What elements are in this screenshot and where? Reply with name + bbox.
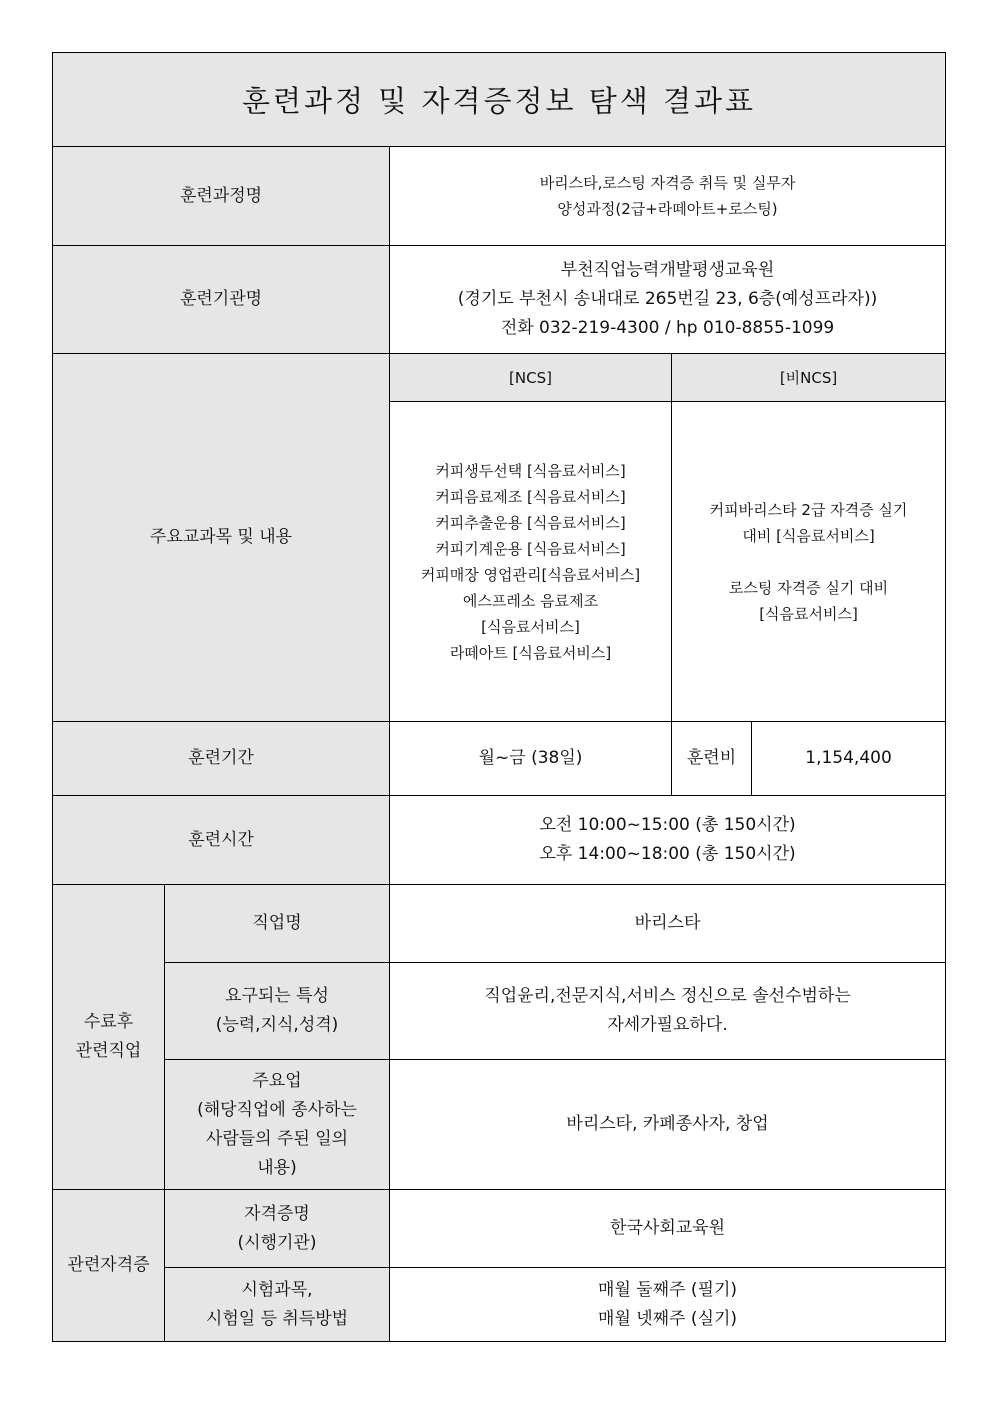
list-item: [식음료서비스] bbox=[481, 617, 580, 636]
hours-value bbox=[390, 796, 946, 885]
list-item: 대비 [식음료서비스] bbox=[742, 526, 875, 545]
certificate-name-label-line: 자격증명 bbox=[244, 1203, 310, 1224]
certificate-name-label bbox=[165, 1190, 390, 1268]
main-work-label-line: 사람들의 주된 일의 bbox=[205, 1128, 349, 1149]
main-work-label-line: 내용) bbox=[257, 1157, 297, 1178]
page-title: 훈련과정 및 자격증정보 탐색 결과표 bbox=[53, 53, 946, 147]
fee-value: 1,154,400 bbox=[752, 722, 946, 796]
list-item: 커피바리스타 2급 자격증 실기 bbox=[709, 500, 908, 519]
institution-label: 훈련기관명 bbox=[53, 246, 390, 354]
exam-practical: 매월 넷째주 (실기) bbox=[598, 1308, 738, 1329]
exam-written: 매월 둘째주 (필기) bbox=[598, 1279, 738, 1300]
certificate-name-value: 한국사회교육원 bbox=[390, 1190, 946, 1268]
course-name-line: 바리스타,로스팅 자격증 취득 및 실무자 bbox=[539, 174, 796, 192]
hours-label: 훈련시간 bbox=[53, 796, 390, 885]
traits-label-line: (능력,지식,성격) bbox=[215, 1015, 339, 1035]
ncs-subject-list bbox=[390, 402, 672, 722]
hours-am: 오전 10:00~15:00 (총 150시간) bbox=[539, 815, 796, 835]
jobs-group-label-line: 관련직업 bbox=[75, 1041, 142, 1061]
course-name-line: 양성과정(2급+라떼아트+로스팅) bbox=[557, 200, 778, 218]
course-name-label: 훈련과정명 bbox=[53, 147, 390, 246]
main-work-value: 바리스타, 카페종사자, 창업 bbox=[390, 1060, 946, 1190]
subjects-label: 주요교과목 및 내용 bbox=[53, 354, 390, 722]
non-ncs-subject-list bbox=[672, 402, 946, 722]
exam-label-line: 시험일 등 취득방법 bbox=[205, 1308, 349, 1329]
traits-label bbox=[165, 963, 390, 1060]
certificate-group-label: 관련자격증 bbox=[53, 1190, 165, 1342]
traits-value-line: 자세가필요하다. bbox=[607, 1015, 728, 1035]
fee-label: 훈련비 bbox=[672, 722, 752, 796]
traits-value bbox=[390, 963, 946, 1060]
hours-pm: 오후 14:00~18:00 (총 150시간) bbox=[539, 844, 796, 864]
jobs-group-label bbox=[53, 885, 165, 1190]
institution-value bbox=[390, 246, 946, 354]
period-value: 월~금 (38일) bbox=[390, 722, 672, 796]
ncs-header: [NCS] bbox=[390, 354, 672, 402]
certificate-name-label-line: (시행기관) bbox=[237, 1232, 317, 1253]
list-item: 커피기계운용 [식음료서비스] bbox=[435, 539, 626, 558]
job-name-label: 직업명 bbox=[165, 885, 390, 963]
list-item: 커피매장 영업관리[식음료서비스] bbox=[420, 565, 641, 584]
list-item bbox=[678, 549, 939, 575]
exam-label bbox=[165, 1268, 390, 1342]
list-item: 에스프레소 음료제조 bbox=[462, 591, 599, 610]
traits-value-line: 직업윤리,전문지식,서비스 정신으로 솔선수범하는 bbox=[484, 986, 851, 1006]
list-item: 로스팅 자격증 실기 대비 bbox=[728, 578, 889, 597]
jobs-group-label-line: 수료후 bbox=[83, 1012, 134, 1032]
exam-value bbox=[390, 1268, 946, 1342]
traits-label-line: 요구되는 특성 bbox=[225, 986, 329, 1006]
institution-phone: 전화 032-219-4300 / hp 010-8855-1099 bbox=[500, 318, 835, 338]
result-table bbox=[52, 52, 946, 1342]
institution-name: 부천직업능력개발평생교육원 bbox=[560, 260, 775, 280]
institution-address: (경기도 부천시 송내대로 265번길 23, 6층(예성프라자)) bbox=[457, 289, 878, 309]
main-work-label-line: (해당직업에 종사하는 bbox=[197, 1099, 357, 1120]
course-name-value bbox=[390, 147, 946, 246]
list-item: 커피생두선택 [식음료서비스] bbox=[435, 461, 626, 480]
list-item: [식음료서비스] bbox=[759, 604, 858, 623]
job-name-value: 바리스타 bbox=[390, 885, 946, 963]
main-work-label-line: 주요업 bbox=[252, 1070, 302, 1091]
exam-label-line: 시험과목, bbox=[241, 1279, 313, 1300]
list-item: 커피음료제조 [식음료서비스] bbox=[435, 487, 626, 506]
main-work-label bbox=[165, 1060, 390, 1190]
list-item: 커피추출운용 [식음료서비스] bbox=[435, 513, 626, 532]
list-item: 라떼아트 [식음료서비스] bbox=[449, 643, 612, 662]
period-label: 훈련기간 bbox=[53, 722, 390, 796]
non-ncs-header: [비NCS] bbox=[672, 354, 946, 402]
